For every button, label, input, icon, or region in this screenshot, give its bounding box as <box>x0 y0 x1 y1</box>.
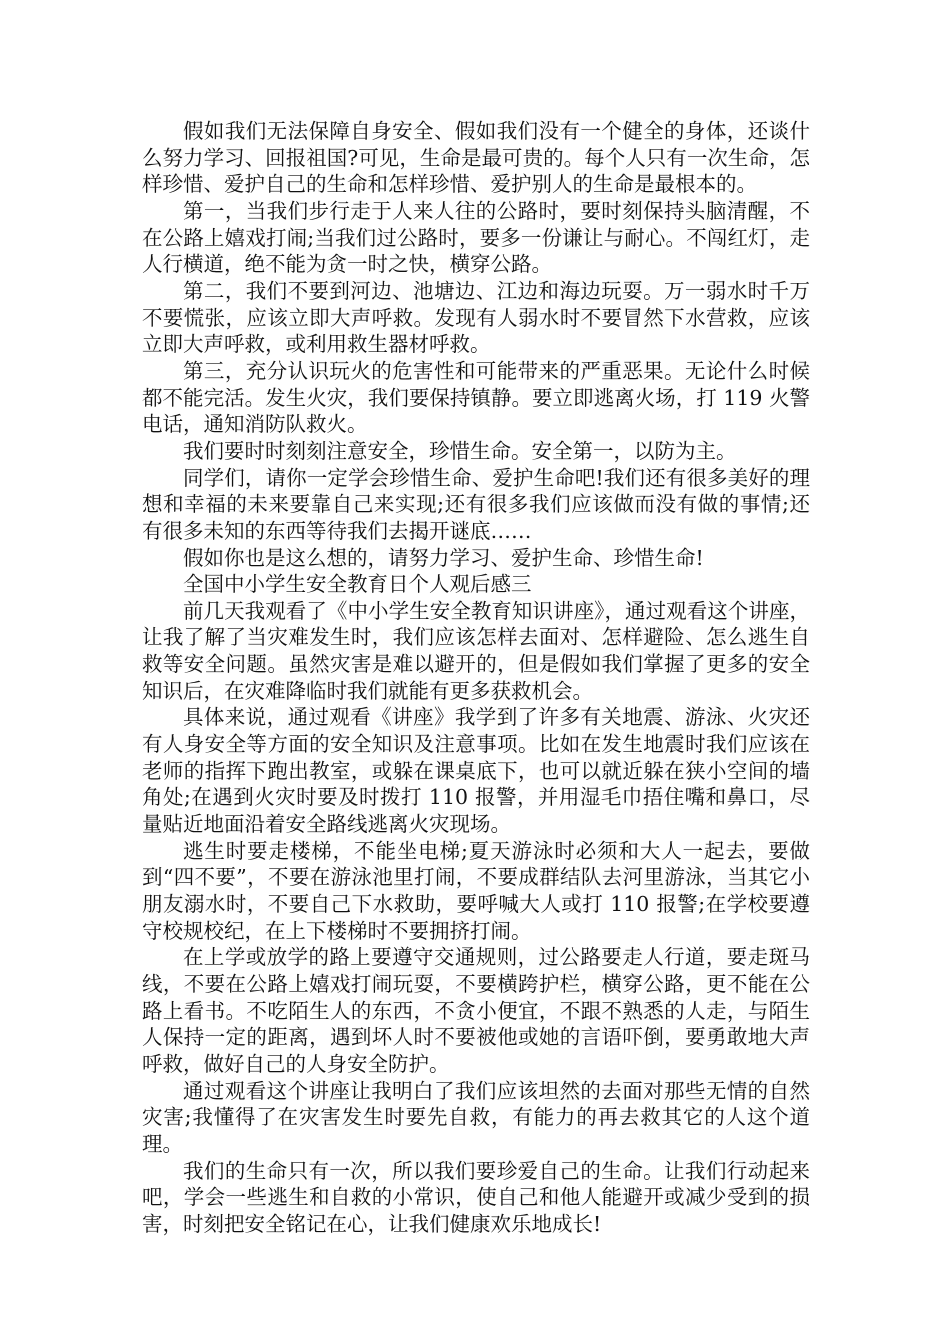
paragraph: 假如我们无法保障自身安全、假如我们没有一个健全的身体，还谈什么努力学习、回报祖国?可见，生命是最可贵的。每个人只有一次生命，怎样珍惜、爱护自己的生命和怎样珍惜、爱护别人的生命是最根本的。 <box>142 119 810 197</box>
paragraph: 第三，充分认识玩火的危害性和可能带来的严重恶果。无论什么时候都不能完活。发生火灾，我们要保持镇静。要立即逃离火场，打 119 火警电话，通知消防队救火。 <box>142 358 810 437</box>
paragraph: 我们的生命只有一次，所以我们要珍爱自己的生命。让我们行动起来吧，学会一些逃生和自救的小常识，使自己和他人能避开或减少受到的损害，时刻把安全铭记在心，让我们健康欢乐地成长! <box>142 1158 810 1236</box>
paragraph: 同学们，请你一定学会珍惜生命、爱护生命吧!我们还有很多美好的理想和幸福的未来要靠自己来实现;还有很多我们应该做而没有做的事情;还有很多未知的东西等待我们去揭开谜底…… <box>142 465 810 543</box>
paragraph: 第一，当我们步行走于人来人往的公路时，要时刻保持头脑清醒，不在公路上嬉戏打闹;当我们过公路时，要多一份谦让与耐心。不闯红灯，走人行横道，绝不能为贪一时之快，横穿公路。 <box>142 198 810 277</box>
paragraph: 具体来说，通过观看《讲座》我学到了许多有关地震、游泳、火灾还有人身安全等方面的安全知识及注意事项。比如在发生地震时我们应该在老师的指挥下跑出教室，或躲在课桌底下，也可以就近躲在狭小空间的墙角处;在遇到火灾时要及时拨打 110 报警，并用湿毛巾捂住嘴和鼻口，尽量贴近地面沿着安全路线逃离火灾现场。 <box>142 705 810 837</box>
paragraph: 我们要时时刻刻注意安全，珍惜生命。安全第一，以防为主。 <box>183 438 737 463</box>
paragraph: 通过观看这个讲座让我明白了我们应该坦然的去面对那些无情的自然灾害;我懂得了在灾害发生时要先自救，有能力的再去救其它的人这个道理。 <box>142 1078 810 1156</box>
paragraph: 在上学或放学的路上要遵守交通规则，过公路要走人行道，要走斑马线，不要在公路上嬉戏打闹玩耍，不要横跨护栏，横穿公路，更不能在公路上看书。不吃陌生人的东西，不贪小便宜，不跟不熟悉的人走，与陌生人保持一定的距离，遇到坏人时不要被他或她的言语吓倒，要勇敢地大声呼救，做好自己的人身安全防护。 <box>142 945 810 1076</box>
document-body <box>142 118 810 1238</box>
paragraph: 第二，我们不要到河边、池塘边、江边和海边玩耍。万一弱水时千万不要慌张，应该立即大声呼救。发现有人弱水时不要冒然下水营救，应该立即大声呼救，或利用救生器材呼救。 <box>142 278 810 357</box>
section-heading: 全国中小学生安全教育日个人观后感三 <box>183 572 532 597</box>
paragraph: 逃生时要走楼梯，不能坐电梯;夏天游泳时必须和大人一起去，要做到“四不要”，不要在游泳池里打闹，不要成群结队去河里游泳，当其它小朋友溺水时，不要自己下水救助，要呼喊大人或打 110 报警;在学校要遵守校规校纪，在上下楼梯时不要拥挤打闹。 <box>142 838 810 943</box>
paragraph: 假如你也是这么想的，请努力学习、爱护生命、珍惜生命! <box>183 545 704 570</box>
paragraph: 前几天我观看了《中小学生安全教育知识讲座》，通过观看这个讲座，让我了解了当灾难发生时，我们应该怎样去面对、怎样避险、怎么逃生自救等安全问题。虽然灾害是难以避开的，但是假如我们掌握了更多的安全知识后，在灾难降临时我们就能有更多获救机会。 <box>142 598 810 703</box>
